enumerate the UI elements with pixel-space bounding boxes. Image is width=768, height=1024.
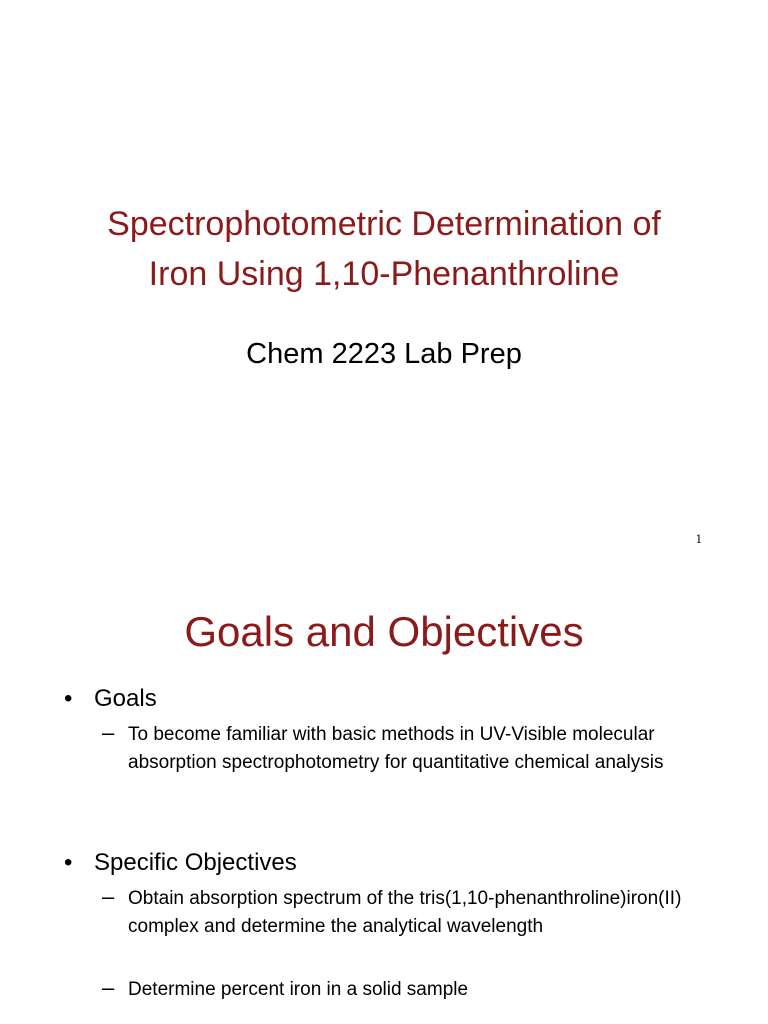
sub-item-text: Obtain absorption spectrum of the tris(1,10-phenanthroline)iron(II) complex and determine the analytical wavelength [128, 888, 682, 937]
dash-icon: – [102, 720, 115, 745]
slide-title: Goals and Objectives [184, 608, 584, 655]
bullet-icon: • [64, 685, 73, 712]
sub-item [102, 721, 712, 777]
sub-item [102, 885, 712, 941]
dash-icon: – [102, 975, 115, 1000]
slide-2 [0, 576, 768, 1024]
sub-item [102, 976, 712, 1004]
sub-item-text: Determine percent iron in a solid sample [128, 979, 469, 1000]
slide-subtitle: Chem 2223 Lab Prep [246, 338, 522, 370]
slide-title-line-2: Iron Using 1,10-Phenanthroline [148, 255, 620, 293]
bullet-specific-objectives [64, 848, 297, 878]
bullet-goals [64, 684, 157, 714]
bullet-label: Goals [94, 685, 157, 712]
bullet-label: Specific Objectives [94, 849, 297, 876]
bullet-icon: • [64, 849, 73, 876]
slide-page-number: 1 [695, 531, 702, 546]
sub-item-text: To become familiar with basic methods in UV-Visible molecular absorption spectrophotometry for quantitative chemical analysis [128, 724, 664, 773]
slide-title [40, 199, 728, 299]
dash-icon: – [102, 884, 115, 909]
slide-title-line-1: Spectrophotometric Determination of [107, 205, 661, 243]
